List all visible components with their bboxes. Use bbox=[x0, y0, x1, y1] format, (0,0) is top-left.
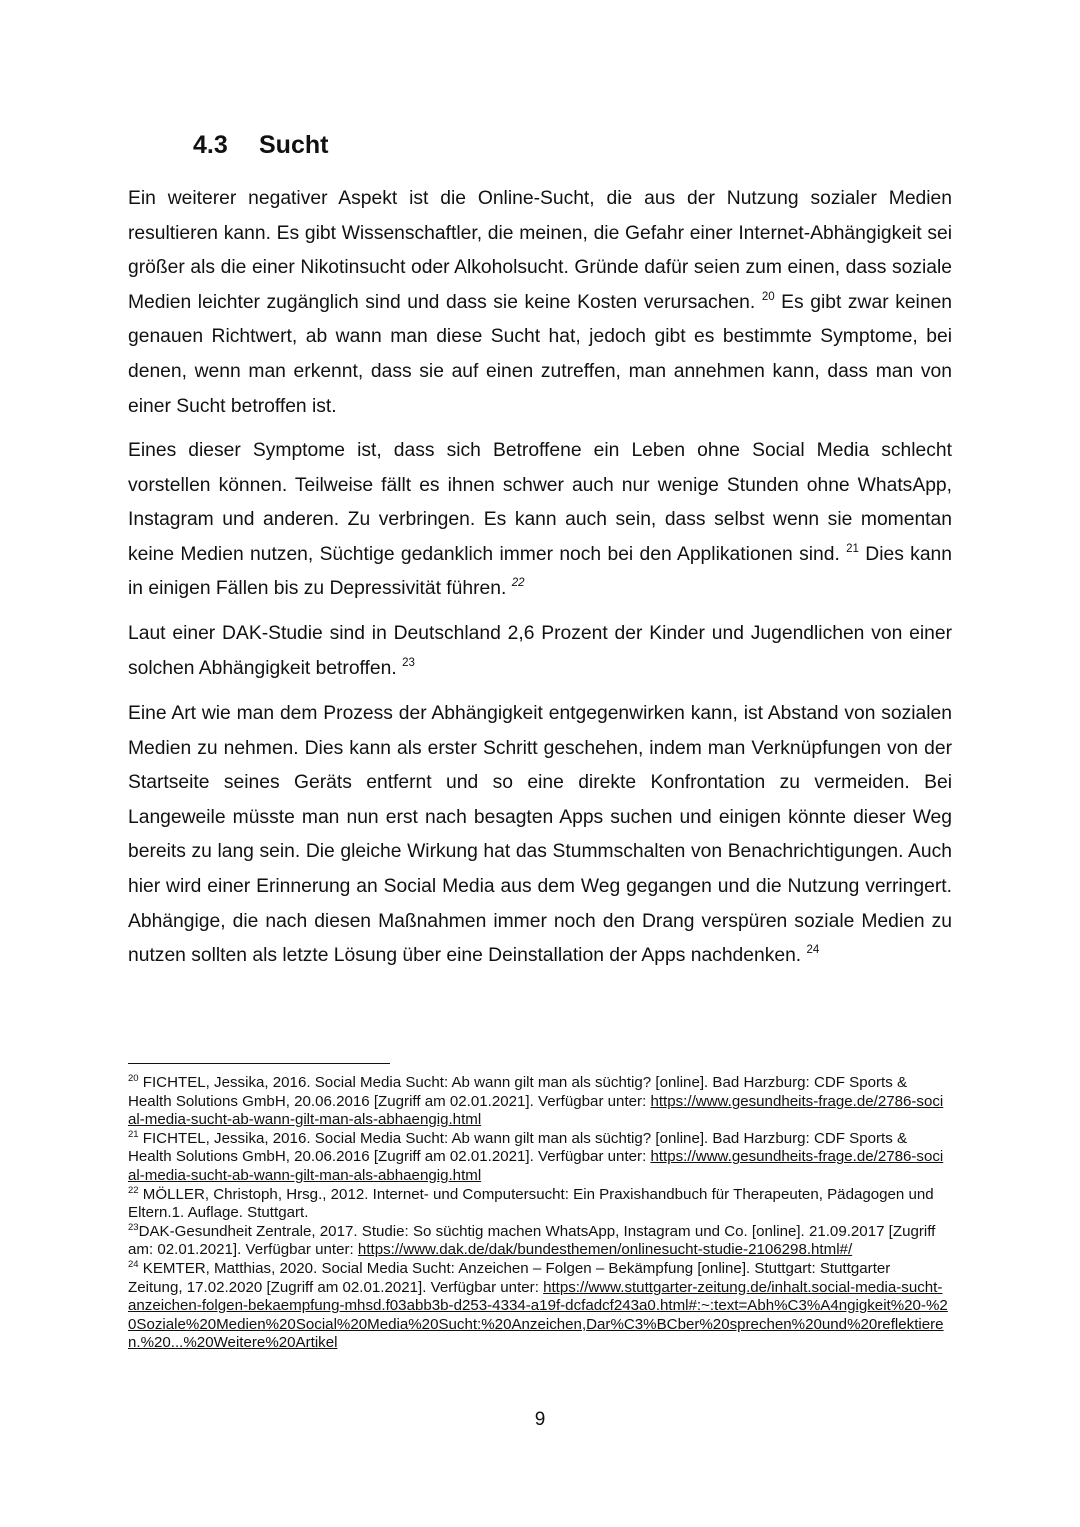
footnote-text: MÖLLER, Christoph, Hrsg., 2012. Internet- und Computersucht: Ein Praxishandbuch für Therapeuten, Pädagogen und Eltern.1. Auflage. Stuttgart. bbox=[128, 1185, 934, 1222]
page-number: 9 bbox=[534, 1409, 546, 1430]
footnote-number: 24 bbox=[128, 1258, 139, 1270]
footnote-text: FICHTEL, Jessika, 2016. Social Media Sucht: Ab wann gilt man als süchtig? [online]. Bad Harzburg: CDF Sports & Health Solutions GmbH, 20.06.2016 [Zugriff am 02.01.2021]. Verfügbar unter: bbox=[128, 1074, 908, 1110]
footnotes bbox=[128, 1074, 948, 1353]
footnote-23 bbox=[128, 1223, 948, 1260]
footnote-ref[interactable]: 23 bbox=[402, 656, 415, 669]
footnote-text: FICHTEL, Jessika, 2016. Social Media Sucht: Ab wann gilt man als süchtig? [online]. Bad Harzburg: CDF Sports & Health Solutions GmbH, 20.06.2016 [Zugriff am 02.01.2021]. Verfügbar unter: bbox=[128, 1129, 908, 1166]
footnote-link[interactable]: https://www.dak.de/dak/bundesthemen/onlinesucht-studie-2106298.html#/ bbox=[357, 1241, 853, 1259]
paragraph-text: Dies kann in einigen Fällen bis zu Depressivität führen. bbox=[128, 543, 952, 600]
footnote-21 bbox=[128, 1130, 948, 1186]
footnote-ref[interactable]: 24 bbox=[806, 944, 820, 957]
footnote-link[interactable]: https://www.gesundheits-frage.de/2786-social-media-sucht-ab-wann-gilt-man-als-abhaengig.html bbox=[128, 1092, 944, 1129]
footnote-24 bbox=[128, 1260, 948, 1353]
footnote-ref[interactable]: 21 bbox=[846, 542, 859, 555]
paragraph-text: Eine Art wie man dem Prozess der Abhängigkeit entgegenwirken kann, ist Abstand von sozialen Medien zu nehmen. Dies kann als erster Schritt geschehen, indem man Verknüpfungen von der Startseite seines Geräts entfernt und so eine direkte Konfrontation zu vermeiden. Bei Langeweile müsste man nun erst nach besagten Apps suchen und einigen könnte dieser Weg bereits zu lang sein. Die gleiche Wirkung hat das Stummschalten von Benachrichtigungen. Auch hier wird einer Erinnerung an Social Media aus dem Weg gegangen und die Nutzung verringert. Abhängige, die nach diesen Maßnahmen immer noch den Drang verspüren soziale Medien zu nutzen sollten als letzte Lösung über eine Deinstallation der Apps nachdenken. bbox=[128, 703, 952, 967]
section-heading bbox=[193, 131, 328, 160]
footnote-text: DAK-Gesundheit Zentrale, 2017. Studie: So süchtig machen WhatsApp, Instagram und Co. [online]. 21.09.2017 [Zugriff am: 02.01.2021]. Verfügbar unter: bbox=[128, 1222, 936, 1259]
paragraph-1 bbox=[128, 182, 952, 424]
footnote-number: 22 bbox=[128, 1184, 139, 1196]
footnote-number: 23 bbox=[128, 1221, 139, 1233]
footnote-number: 20 bbox=[128, 1073, 139, 1084]
footnote-20 bbox=[128, 1074, 948, 1130]
footnote-ref[interactable]: 20 bbox=[761, 290, 775, 303]
paragraph-text: Ein weiterer negativer Aspekt ist die Online-Sucht, die aus der Nutzung sozialer Medien resultieren kann. Es gibt Wissenschaftler, die meinen, die Gefahr einer Internet-Abhängigkeit sei größer als die einer Nikotinsucht oder Alkoholsucht. Gründe dafür seien zum einen, dass soziale Medien leichter zugänglich sind und dass sie keine Kosten verursachen. bbox=[128, 188, 952, 313]
paragraph-4 bbox=[128, 697, 952, 974]
footnote-separator bbox=[128, 1063, 390, 1064]
paragraph-text: Es gibt zwar keinen genauen Richtwert, ab wann man diese Sucht hat, jedoch gibt es bestimmte Symptome, bei denen, wenn man erkennt, dass sie auf einen zutreffen, man annehmen kann, dass man von einer Sucht betroffen ist. bbox=[128, 291, 953, 417]
footnote-text: KEMTER, Matthias, 2020. Social Media Sucht: Anzeichen – Folgen – Bekämpfung [online]. Stuttgart: Stuttgarter Zeitung, 17.02.2020 [Zugriff am 02.01.2021]. Verfügbar unter: bbox=[128, 1259, 891, 1296]
paragraph-3 bbox=[128, 617, 952, 686]
footnote-number: 21 bbox=[128, 1128, 139, 1140]
footnote-link[interactable]: https://www.stuttgarter-zeitung.de/inhalt.social-media-sucht-anzeichen-folgen-bekaempfung-mhsd.f03abb3b-d253-4334-a19f-dcfadcf243a0.html#:~:text=Abh%C3%A4ngigkeit%20-%20Soziale%20Medien%20Social%20Media%20Sucht:%20Anzeichen,Dar%C3%BCber%20sprechen%20und%20reflektieren.%20...%20Weitere%20Artikel bbox=[128, 1278, 948, 1352]
paragraph-2 bbox=[128, 434, 952, 607]
section-number: 4.3 bbox=[193, 131, 228, 159]
section-title: Sucht bbox=[259, 131, 329, 159]
paragraph-text: Laut einer DAK-Studie sind in Deutschland 2,6 Prozent der Kinder und Jugendlichen von einer solchen Abhängigkeit betroffen. bbox=[128, 623, 952, 679]
footnote-link[interactable]: https://www.gesundheits-frage.de/2786-social-media-sucht-ab-wann-gilt-man-als-abhaengig.html bbox=[128, 1148, 944, 1184]
footnote-ref[interactable]: 22 bbox=[511, 577, 525, 590]
footnote-22 bbox=[128, 1186, 948, 1223]
paragraph-text: Eines dieser Symptome ist, dass sich Betroffene ein Leben ohne Social Media schlecht vorstellen können. Teilweise fällt es ihnen schwer auch nur wenige Stunden ohne WhatsApp, Instagram und anderen. Zu verbringen. Es kann auch sein, dass selbst wenn sie momentan keine Medien nutzen, Süchtige gedanklich immer noch bei den Applikationen sind. bbox=[128, 440, 952, 565]
